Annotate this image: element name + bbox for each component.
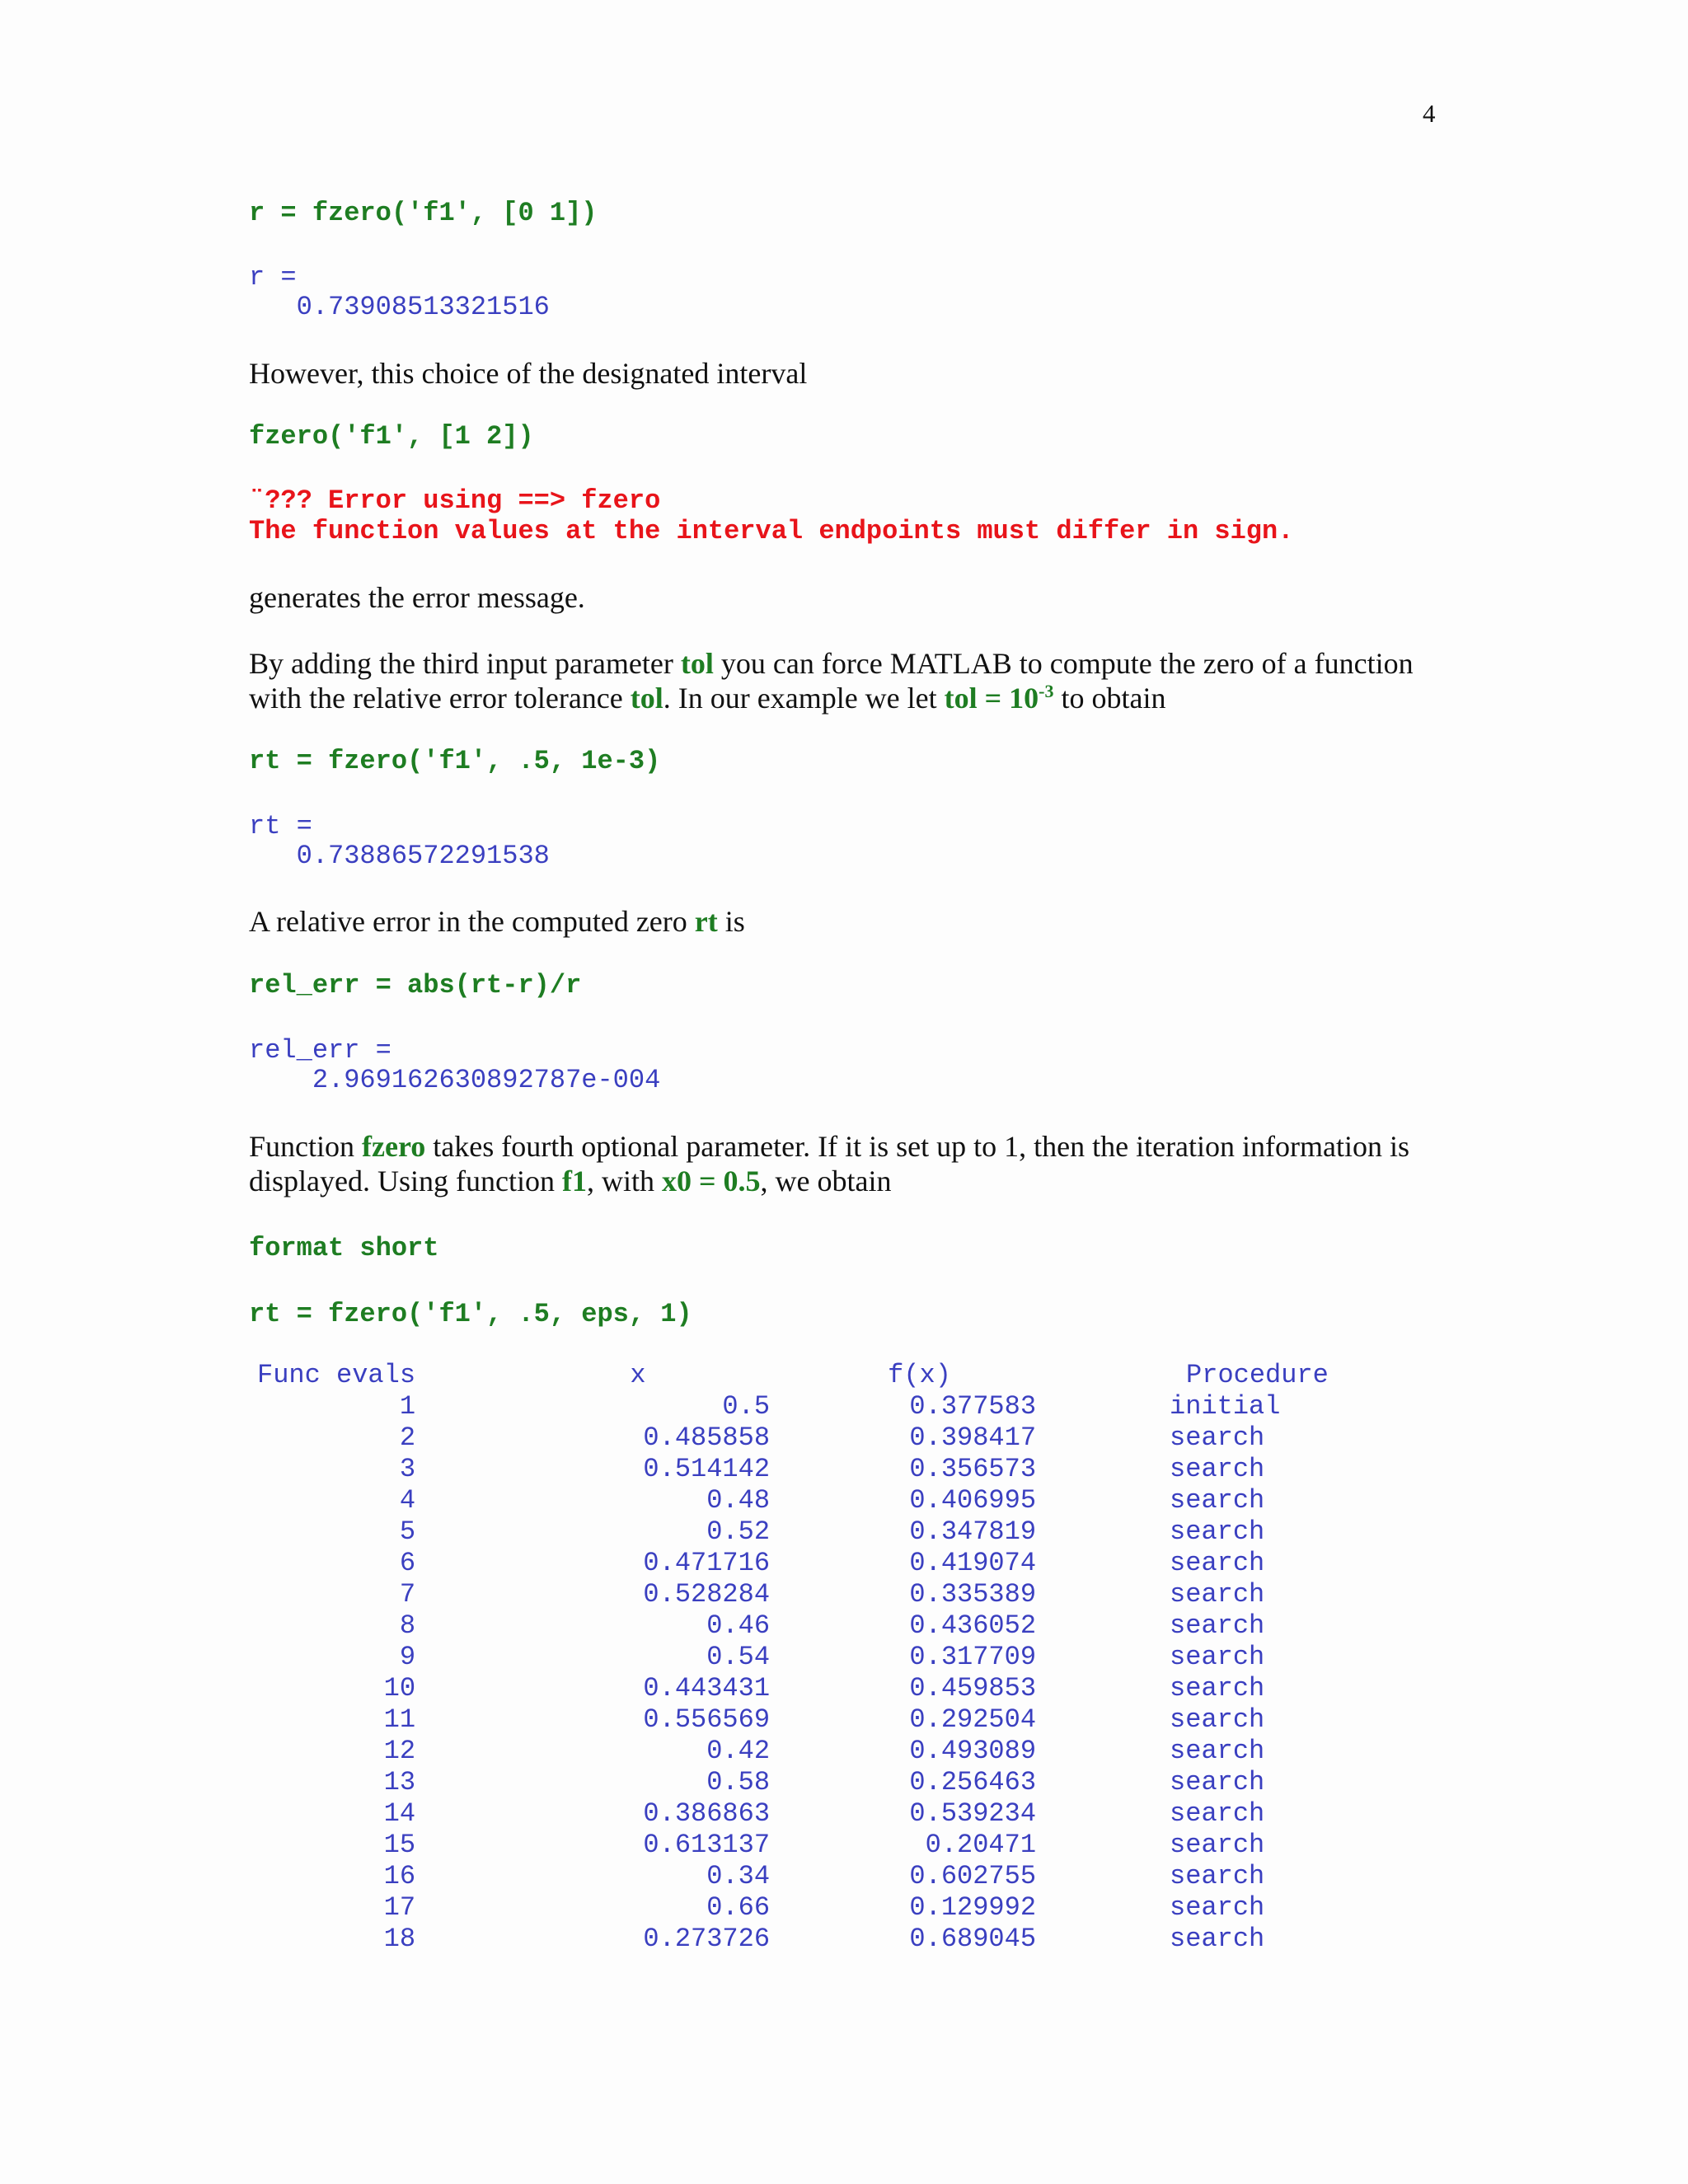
- cell-func-evals: 11: [383, 1704, 416, 1735]
- cell-procedure: search: [1170, 1830, 1265, 1860]
- output-r-label: r =: [249, 262, 297, 293]
- cell-func-evals: 17: [383, 1892, 416, 1923]
- cell-func-evals: 5: [399, 1516, 416, 1547]
- keyword-fzero: fzero: [362, 1130, 426, 1163]
- cell-fx: 0.419074: [909, 1548, 1037, 1578]
- cell-x: 0.66: [706, 1892, 771, 1923]
- cell-x: 0.52: [706, 1516, 771, 1547]
- cell-x: 0.386863: [643, 1798, 771, 1829]
- cell-func-evals: 18: [383, 1924, 416, 1954]
- cell-fx: 0.335389: [909, 1579, 1037, 1610]
- exponent: -3: [1039, 681, 1054, 701]
- cell-x: 0.485858: [643, 1422, 771, 1453]
- table-row: [257, 1673, 1329, 1704]
- table-row: [257, 1548, 1329, 1579]
- cell-x: 0.42: [706, 1736, 771, 1766]
- cell-fx: 0.398417: [909, 1422, 1037, 1453]
- command-fzero-trace: rt = fzero('f1', .5, eps, 1): [249, 1299, 692, 1329]
- error-message-line1: ¨??? Error using ==> fzero: [249, 485, 661, 516]
- cell-x: 0.48: [706, 1485, 771, 1516]
- cell-x: 0.443431: [643, 1673, 771, 1704]
- keyword-f1: f1: [561, 1165, 587, 1197]
- header-x: x: [630, 1360, 646, 1390]
- cell-fx: 0.602755: [909, 1861, 1037, 1891]
- table-row: [257, 1579, 1329, 1610]
- cell-procedure: search: [1170, 1673, 1265, 1704]
- command-fzero-interval: r = fzero('f1', [0 1]): [249, 198, 598, 228]
- cell-func-evals: 14: [383, 1798, 416, 1829]
- cell-x: 0.34: [706, 1861, 771, 1891]
- paragraph-error-generated: generates the error message.: [249, 581, 585, 614]
- cell-func-evals: 13: [383, 1767, 416, 1797]
- cell-procedure: search: [1170, 1548, 1265, 1578]
- cell-func-evals: 3: [399, 1454, 416, 1484]
- table-row: [257, 1422, 1329, 1454]
- error-message-line2: The function values at the interval endpoints must differ in sign.: [249, 516, 1294, 546]
- cell-procedure: search: [1170, 1767, 1265, 1797]
- table-row: [257, 1454, 1329, 1485]
- cell-x: 0.514142: [643, 1454, 771, 1484]
- output-rel-err-value: 2.969162630892787e-004: [249, 1065, 661, 1095]
- cell-procedure: search: [1170, 1736, 1265, 1766]
- cell-fx: 0.347819: [909, 1516, 1037, 1547]
- keyword-tol-value: tol = 10: [944, 682, 1039, 715]
- table-row: [257, 1610, 1329, 1642]
- cell-procedure: search: [1170, 1861, 1265, 1891]
- output-rt-label: rt =: [249, 811, 312, 841]
- cell-fx: 0.689045: [909, 1924, 1037, 1954]
- output-rt-value: 0.73886572291538: [249, 841, 550, 871]
- cell-procedure: search: [1170, 1454, 1265, 1484]
- cell-func-evals: 15: [383, 1830, 416, 1860]
- table-row: [257, 1485, 1329, 1516]
- paragraph-fourth-parameter: Function fzero takes fourth optional parameter. If it is set up to 1, then the iteration information is displayed. Using function f1, with x0 = 0.5, we obtain: [249, 1130, 1410, 1197]
- cell-x: 0.273726: [643, 1924, 771, 1954]
- table-row: [257, 1798, 1329, 1830]
- table-row: [257, 1516, 1329, 1548]
- cell-procedure: search: [1170, 1516, 1265, 1547]
- keyword-x0: x0 = 0.5: [661, 1165, 761, 1197]
- paragraph-tolerance: By adding the third input parameter tol you can force MATLAB to compute the zero of a function with the relative error tolerance tol. In our example we let tol = $10^{-3}$ to obtain: [249, 647, 1414, 715]
- cell-fx: 0.377583: [909, 1391, 1037, 1422]
- paragraph-interval-choice: However, this choice of the designated interval: [249, 357, 808, 390]
- cell-procedure: search: [1170, 1422, 1265, 1453]
- cell-procedure: search: [1170, 1485, 1265, 1516]
- cell-x: 0.46: [706, 1610, 771, 1641]
- iteration-table-header: [257, 1360, 1329, 1391]
- table-row: [257, 1861, 1329, 1892]
- iteration-table: [257, 1360, 1329, 1955]
- cell-fx: 0.459853: [909, 1673, 1037, 1704]
- keyword-rt: rt: [694, 905, 718, 938]
- keyword-tol: tol: [630, 682, 663, 715]
- cell-fx: 0.539234: [909, 1798, 1037, 1829]
- cell-func-evals: 1: [399, 1391, 416, 1422]
- cell-func-evals: 10: [383, 1673, 416, 1704]
- table-row: [257, 1924, 1329, 1955]
- cell-fx: 0.20471: [925, 1830, 1037, 1860]
- table-row: [257, 1736, 1329, 1767]
- table-row: [257, 1642, 1329, 1673]
- cell-fx: 0.256463: [909, 1767, 1037, 1797]
- cell-func-evals: 16: [383, 1861, 416, 1891]
- cell-x: 0.613137: [643, 1830, 771, 1860]
- cell-func-evals: 4: [399, 1485, 416, 1516]
- cell-fx: 0.493089: [909, 1736, 1037, 1766]
- cell-x: 0.5: [722, 1391, 771, 1422]
- cell-fx: 0.436052: [909, 1610, 1037, 1641]
- cell-procedure: search: [1170, 1798, 1265, 1829]
- cell-func-evals: 7: [399, 1579, 416, 1610]
- table-row: [257, 1830, 1329, 1861]
- cell-fx: 0.317709: [909, 1642, 1037, 1672]
- cell-x: 0.556569: [643, 1704, 771, 1735]
- cell-procedure: search: [1170, 1924, 1265, 1954]
- output-r-value: 0.73908513321516: [249, 292, 550, 322]
- cell-x: 0.58: [706, 1767, 771, 1797]
- cell-procedure: search: [1170, 1704, 1265, 1735]
- cell-procedure: initial: [1170, 1391, 1281, 1422]
- command-format-short: format short: [249, 1233, 439, 1263]
- cell-func-evals: 12: [383, 1736, 416, 1766]
- cell-x: 0.54: [706, 1642, 771, 1672]
- table-row: [257, 1767, 1329, 1798]
- cell-procedure: search: [1170, 1610, 1265, 1641]
- table-row: [257, 1391, 1329, 1422]
- cell-procedure: search: [1170, 1642, 1265, 1672]
- cell-procedure: search: [1170, 1579, 1265, 1610]
- command-rel-err: rel_err = abs(rt-r)/r: [249, 970, 582, 1001]
- cell-fx: 0.356573: [909, 1454, 1037, 1484]
- header-procedure: Procedure: [1186, 1360, 1329, 1390]
- cell-x: 0.471716: [643, 1548, 771, 1578]
- keyword-tol: tol: [680, 647, 714, 680]
- table-row: [257, 1892, 1329, 1924]
- header-fx: f(x): [888, 1360, 951, 1390]
- cell-procedure: search: [1170, 1892, 1265, 1923]
- cell-func-evals: 9: [399, 1642, 416, 1672]
- cell-func-evals: 2: [399, 1422, 416, 1453]
- cell-func-evals: 8: [399, 1610, 416, 1641]
- command-fzero-bad-interval: fzero('f1', [1 2]): [249, 421, 534, 452]
- cell-x: 0.528284: [643, 1579, 771, 1610]
- paragraph-relative-error: A relative error in the computed zero rt is: [249, 905, 745, 938]
- page-number: 4: [1423, 99, 1436, 128]
- output-rel-err-label: rel_err =: [249, 1035, 392, 1066]
- command-fzero-tol: rt = fzero('f1', .5, 1e-3): [249, 746, 661, 776]
- cell-fx: 0.406995: [909, 1485, 1037, 1516]
- cell-fx: 0.129992: [909, 1892, 1037, 1923]
- table-row: [257, 1704, 1329, 1736]
- header-func-evals: Func evals: [257, 1360, 416, 1390]
- cell-func-evals: 6: [399, 1548, 416, 1578]
- cell-fx: 0.292504: [909, 1704, 1037, 1735]
